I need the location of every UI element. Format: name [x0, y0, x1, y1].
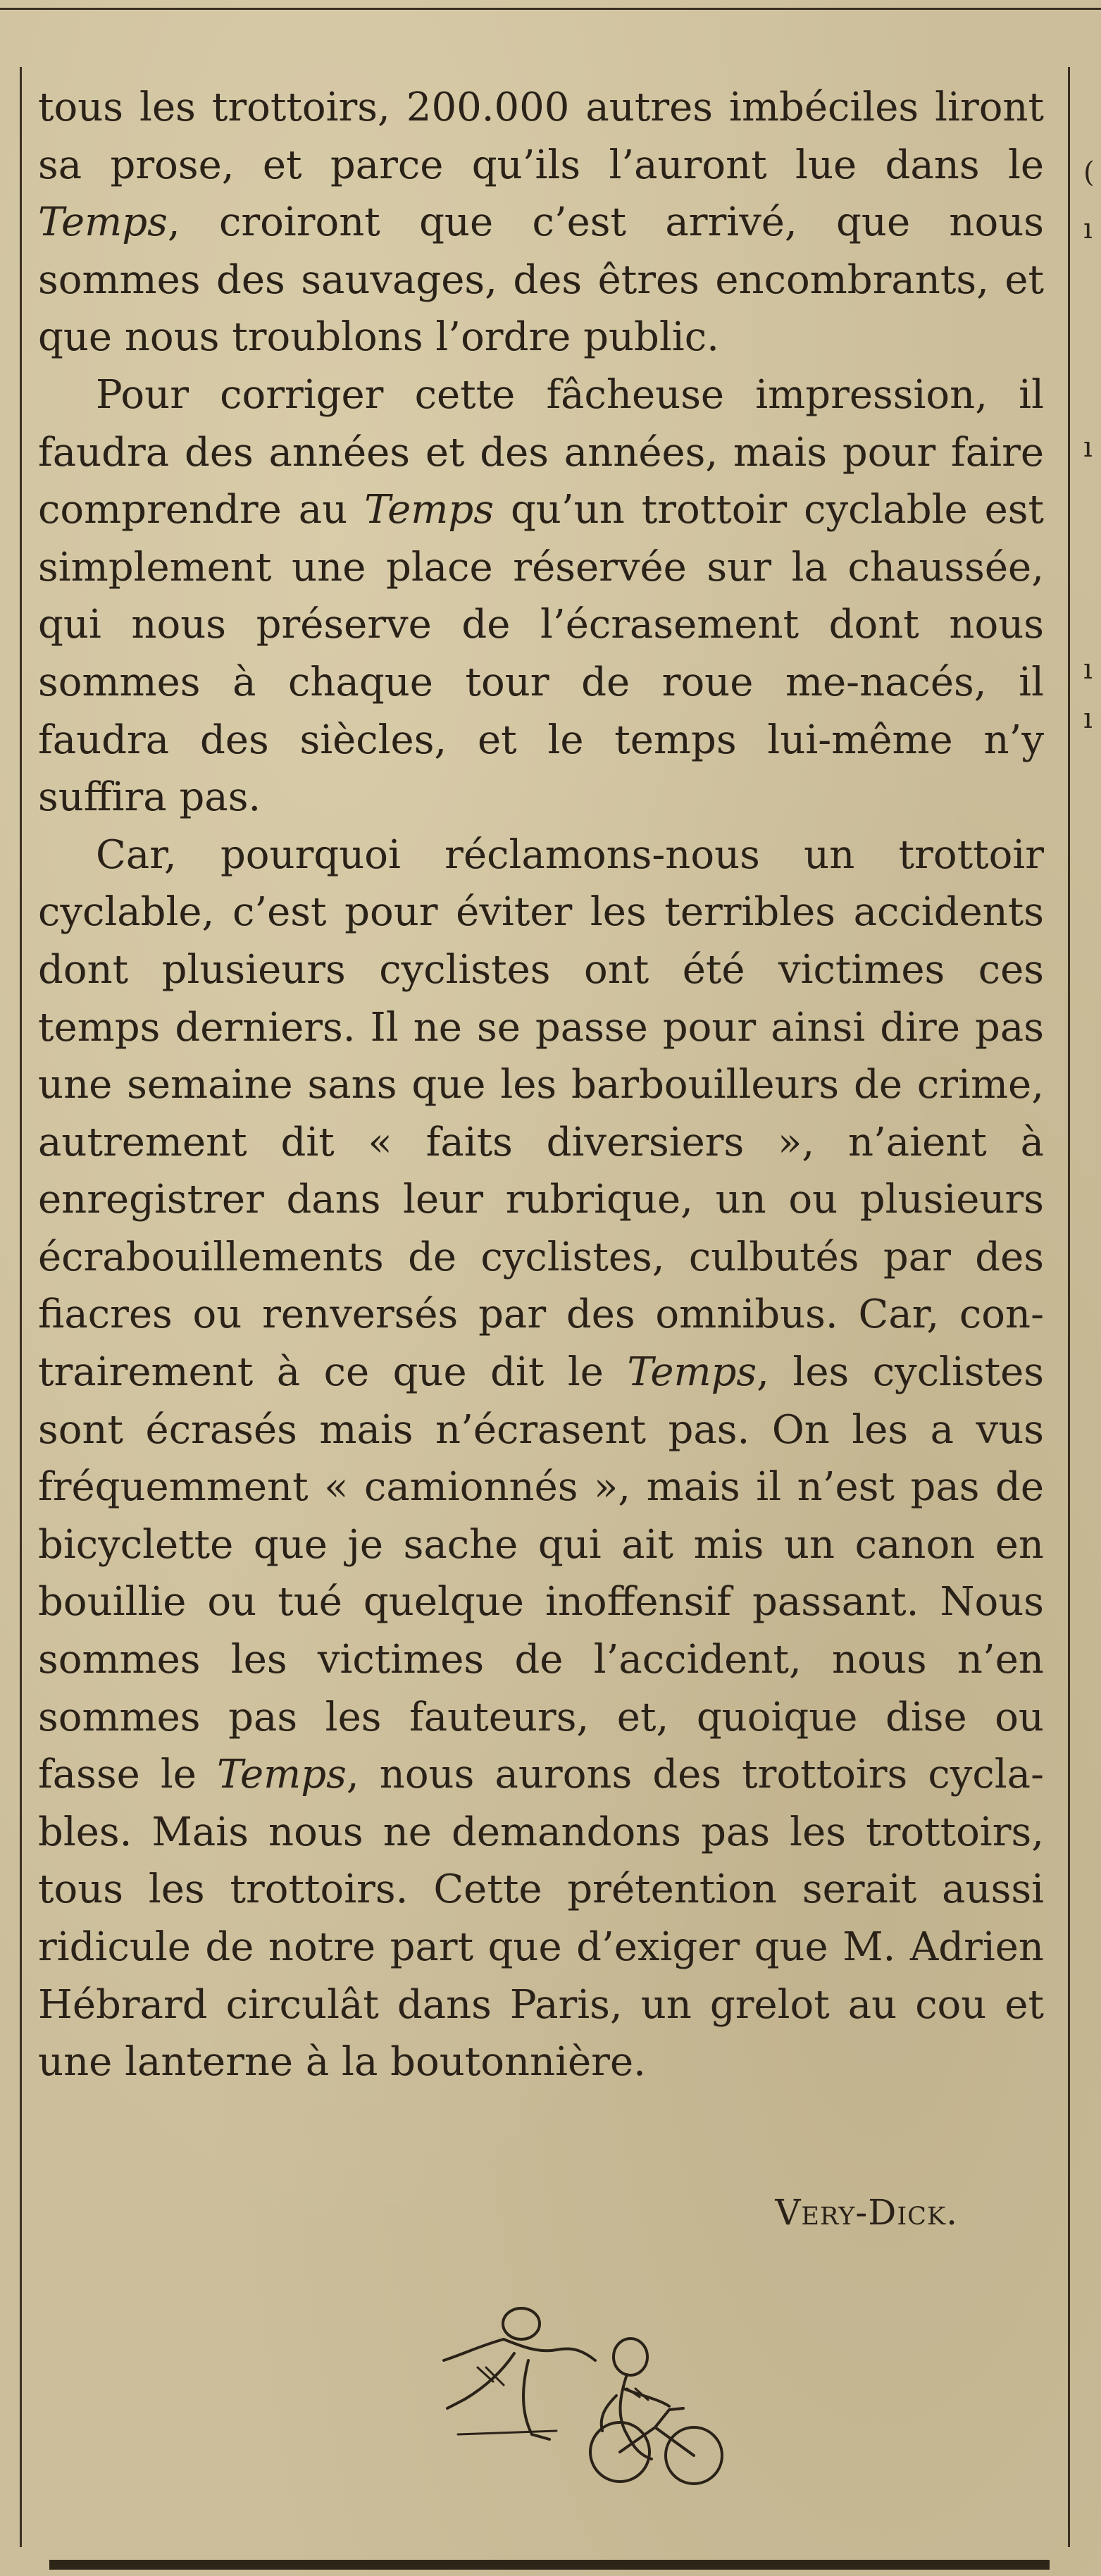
- cyclist-body: [621, 2374, 627, 2434]
- paragraph-text: , nous aurons des trottoirs cycla-bles. Mais nous ne demandons pas les trottoirs, tous les trottoirs. Cette prétention serait aussi ridicule de notre part que d’exiger que M. Adrien Hébrard circulât dans Paris, un grelot au cou et une lanterne à la boutonnière.: [38, 1752, 1044, 2086]
- paragraph-text: tous les trottoirs, 200.000 autres imbéciles liront sa prose, et parce qu’ils l’auront lue dans le: [38, 85, 1044, 188]
- paragraph-text: Car, pourquoi réclamons-nous un trottoir cyclable, c’est pour éviter les terribles accidents dont plusieurs cyclistes ont été victimes ces temps derniers. Il ne se passe pour ainsi dire pas une semaine sans que les barbouilleurs de crime, autrement dit « faits diversiers », n’aient à enregistrer dans leur rubrique, un ou plusieurs écrabouillements de cyclistes, culbutés par des fiacres ou renversés par des omnibus. Car, con-trairement à ce que dit le: [38, 831, 1044, 1396]
- article-body: [38, 79, 1044, 2091]
- newspaper-title-mention: Temps: [627, 1349, 757, 1396]
- left-column-rule: [20, 67, 22, 2547]
- falling-man-arm: [444, 2339, 504, 2360]
- top-rule: [0, 0, 1101, 10]
- paragraph-text: Pour corriger cette fâcheuse impression, il faudra des années et des années, mais pour faire comprendre au: [38, 371, 1044, 533]
- article-paragraph: [38, 79, 1044, 366]
- newspaper-title-mention: Temps: [38, 199, 168, 246]
- fragment-mark: ı: [1083, 653, 1093, 686]
- article-paragraph: [38, 366, 1044, 826]
- newspaper-title-mention: Temps: [217, 1752, 347, 1798]
- paragraph-text: , les cyclistes sont écrasés mais n’écrasent pas. On les a vus fréquemment « camionnés », mais il n’est pas de bicyclette que je sache qui ait mis un canon en bouillie ou tué quelque inoffensif passant. Nous sommes les victimes de l’accident, nous n’en sommes pas les fauteurs, et, quoique dise ou fasse le: [38, 1349, 1044, 1798]
- falling-man-leg: [465, 2353, 514, 2399]
- adjacent-column-fragments: [1078, 0, 1101, 2576]
- bottom-rule: [49, 2560, 1050, 2570]
- cyclist-head: [614, 2339, 647, 2375]
- article-paragraph: [38, 826, 1044, 2091]
- fragment-mark: (: [1083, 156, 1095, 189]
- fragment-mark: ı: [1083, 702, 1093, 735]
- falling-man-head: [503, 2308, 540, 2339]
- falling-man-torso: [504, 2339, 595, 2360]
- fragment-mark: ı: [1083, 213, 1093, 245]
- fragment-mark: ı: [1083, 431, 1093, 464]
- cyclist-collision-vignette-icon: [416, 2283, 740, 2494]
- paragraph-text: qu’un trottoir cyclable est simplement une place réservée sur la chaussée, qui nous préserve de l’écrasement dont nous sommes à chaque tour de roue me-nacés, il faudra des siècles, et le temps lui-même n’y suffira pas.: [38, 487, 1044, 821]
- right-column-rule: [1068, 67, 1070, 2547]
- author-signature: Very-Dick.: [775, 2192, 958, 2233]
- paragraph-text: , croiront que c’est arrivé, que nous sommes des sauvages, des êtres encombrants, et que nous troublons l’ordre public.: [38, 199, 1044, 361]
- newspaper-title-mention: Temps: [364, 487, 494, 533]
- falling-man-leg-2: [523, 2360, 532, 2434]
